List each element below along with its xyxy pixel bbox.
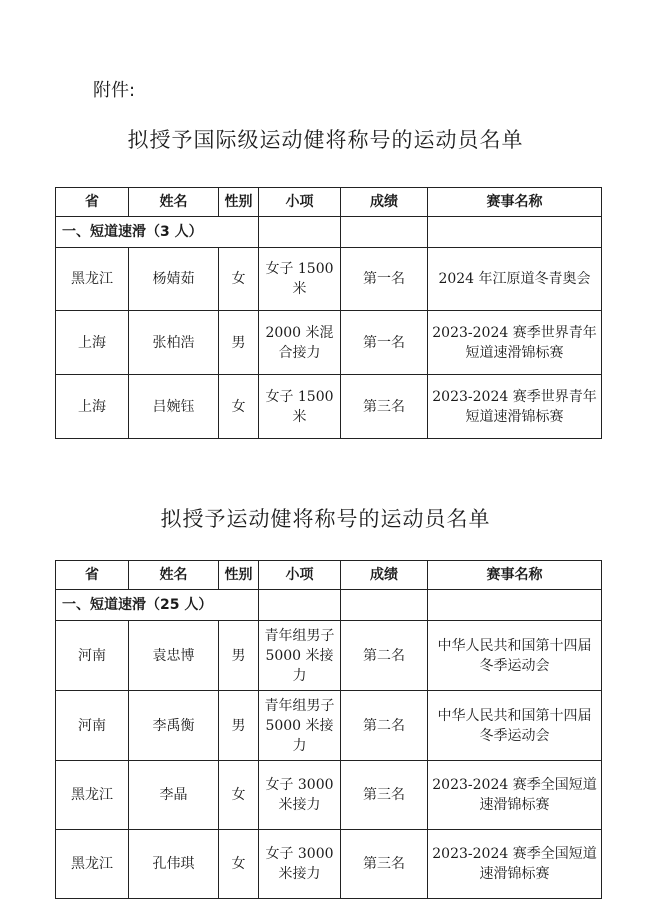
cell-province: 黑龙江 [56, 830, 129, 899]
cell-name: 杨婧茹 [129, 248, 219, 311]
cell-event: 2000 米混合接力 [259, 311, 341, 375]
cell-event: 女子 3000 米接力 [259, 830, 341, 899]
master-athlete-table [55, 560, 602, 899]
international-master-table [55, 187, 602, 439]
col-result: 成绩 [341, 561, 428, 590]
header-row [56, 188, 602, 217]
cell-competition: 2023-2024 赛季世界青年短道速滑锦标赛 [428, 311, 602, 375]
cell-name: 袁忠博 [129, 621, 219, 691]
table-row [56, 375, 602, 439]
cell-competition: 2023-2024 赛季全国短道速滑锦标赛 [428, 761, 602, 830]
cell-name: 吕婉钰 [129, 375, 219, 439]
cell-event: 女子 1500 米 [259, 375, 341, 439]
table-row [56, 621, 602, 691]
cell-result: 第三名 [341, 761, 428, 830]
cell-event: 女子 1500 米 [259, 248, 341, 311]
cell-province: 河南 [56, 621, 129, 691]
cell-gender: 女 [219, 761, 259, 830]
cell-province: 河南 [56, 691, 129, 761]
table-row [56, 761, 602, 830]
cell-competition: 中华人民共和国第十四届冬季运动会 [428, 621, 602, 691]
table-row [56, 248, 602, 311]
col-province: 省 [56, 188, 129, 217]
cell-gender: 女 [219, 248, 259, 311]
col-province: 省 [56, 561, 129, 590]
col-name: 姓名 [129, 561, 219, 590]
cell-event: 青年组男子 5000 米接力 [259, 621, 341, 691]
table-row [56, 691, 602, 761]
attachment-label: 附件: [93, 80, 136, 101]
cell-competition: 2023-2024 赛季全国短道速滑锦标赛 [428, 830, 602, 899]
cell-gender: 女 [219, 375, 259, 439]
category-label: 一、短道速滑（3 人） [56, 217, 259, 248]
cell-gender: 男 [219, 621, 259, 691]
cell-result: 第一名 [341, 311, 428, 375]
table-row [56, 311, 602, 375]
col-competition: 赛事名称 [428, 188, 602, 217]
cell-province: 黑龙江 [56, 761, 129, 830]
col-gender: 性别 [219, 561, 259, 590]
col-competition: 赛事名称 [428, 561, 602, 590]
cell-name: 孔伟琪 [129, 830, 219, 899]
col-name: 姓名 [129, 188, 219, 217]
cell-province: 黑龙江 [56, 248, 129, 311]
col-result: 成绩 [341, 188, 428, 217]
cell-event: 女子 3000 米接力 [259, 761, 341, 830]
cell-province: 上海 [56, 311, 129, 375]
cell-result: 第二名 [341, 691, 428, 761]
cell-result: 第三名 [341, 375, 428, 439]
col-event: 小项 [259, 561, 341, 590]
cell-competition: 2024 年江原道冬青奥会 [428, 248, 602, 311]
col-gender: 性别 [219, 188, 259, 217]
header-row [56, 561, 602, 590]
category-row [56, 217, 602, 248]
cell-result: 第一名 [341, 248, 428, 311]
cell-event: 青年组男子 5000 米接力 [259, 691, 341, 761]
category-label: 一、短道速滑（25 人） [56, 590, 259, 621]
cell-name: 李禹衡 [129, 691, 219, 761]
table1-title: 拟授予国际级运动健将称号的运动员名单 [127, 128, 524, 152]
table-row [56, 830, 602, 899]
cell-result: 第三名 [341, 830, 428, 899]
col-event: 小项 [259, 188, 341, 217]
cell-competition: 中华人民共和国第十四届冬季运动会 [428, 691, 602, 761]
table2-title: 拟授予运动健将称号的运动员名单 [160, 507, 491, 531]
cell-result: 第二名 [341, 621, 428, 691]
cell-gender: 女 [219, 830, 259, 899]
cell-gender: 男 [219, 311, 259, 375]
cell-province: 上海 [56, 375, 129, 439]
cell-gender: 男 [219, 691, 259, 761]
cell-competition: 2023-2024 赛季世界青年短道速滑锦标赛 [428, 375, 602, 439]
category-row [56, 590, 602, 621]
cell-name: 李晶 [129, 761, 219, 830]
cell-name: 张柏浩 [129, 311, 219, 375]
